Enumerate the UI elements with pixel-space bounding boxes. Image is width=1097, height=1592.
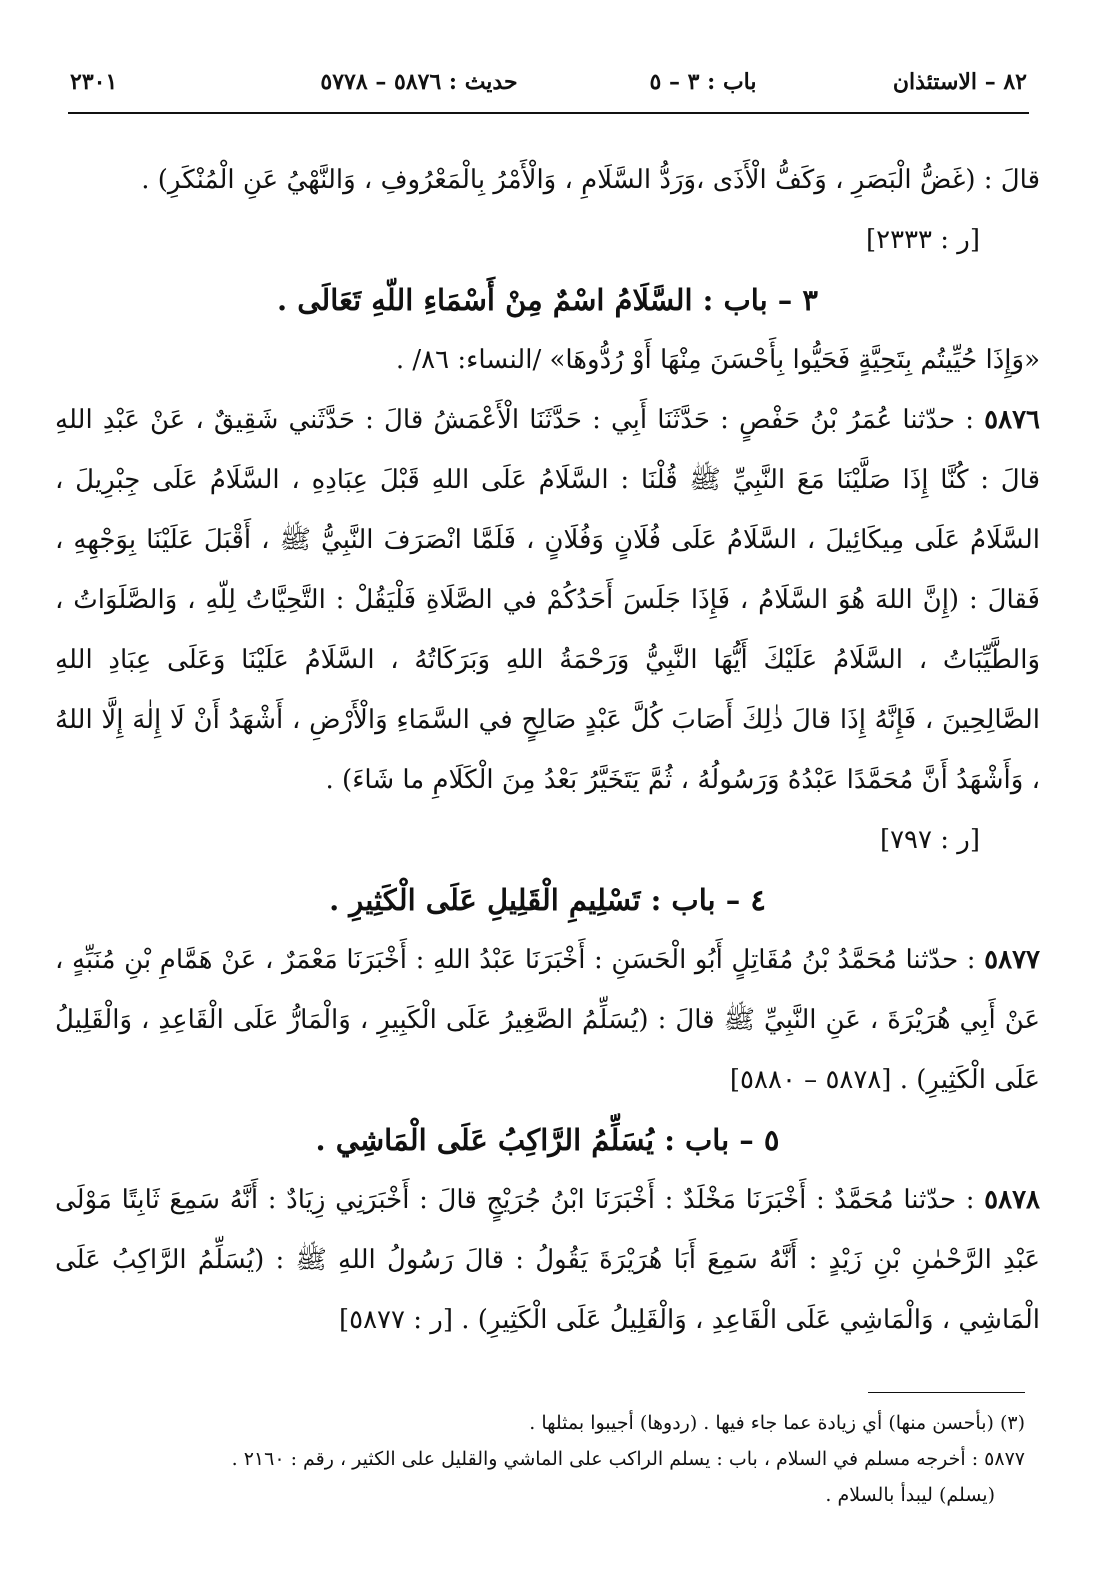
hadith-5878 [55, 1170, 1040, 1350]
main-text [55, 150, 1040, 1350]
chapter-5-title: ٥ – باب : يُسَلِّمُ الرَّاكِبُ عَلَى الْمَاشِي . [315, 1123, 780, 1157]
footnotes [180, 1405, 1025, 1513]
hadith-5877 [55, 930, 1040, 1110]
book-title: ٨٢ – الاستئذان [892, 69, 1027, 95]
page-number: ٢٣٠١ [70, 69, 118, 95]
intro-line: قالَ : (غَضُّ الْبَصَرِ ، وَكَفُّ الْأَذَى ،وَرَدُّ السَّلَامِ ، وَالْأَمْرُ بِالْمَعْرُوفِ ، وَالنَّهْيُ عَنِ الْمُنْكَرِ) . [141, 165, 1040, 195]
hadith-text: : حدّثنا عُمَرُ بْنُ حَفْصٍ : حَدَّثَنَا أَبِي : حَدَّثَنَا الْأَعْمَشُ قالَ : حَدَّثَني شَقِيقٌ ، عَنْ عَبْدِ اللهِ قالَ : كُنَّا إِذَا صَلَّيْنَا مَعَ النَّبِيِّ ﷺ قُلْنَا : السَّلَامُ عَلَى اللهِ قَبْلَ عِبَادِهِ ، السَّلَامُ عَلَى جِبْرِيلَ ، السَّلَامُ عَلَى مِيكَائِيلَ ، السَّلَامُ عَلَى فُلَانٍ وَفُلَانٍ ، فَلَمَّا انْصَرَفَ النَّبِيُّ ﷺ ، أَقْبَلَ عَلَيْنَا بِوَجْهِهِ ، فَقالَ : (إِنَّ اللهَ هُوَ السَّلَامُ ، فَإِذَا جَلَسَ أَحَدُكُمْ في الصَّلَاةِ فَلْيَقُلْ : التَّحِيَّاتُ لِلّهِ ، وَالصَّلَوَاتُ ، وَالطَّيِّبَاتُ ، السَّلَامُ عَلَيْكَ أَيُّهَا النَّبِيُّ وَرَحْمَةُ اللهِ وَبَرَكَاتُهُ ، السَّلَامُ عَلَيْنَا وَعَلَى عِبَادِ اللهِ الصَّالِحِينَ ، فَإِنَّهُ إِذَا قالَ ذٰلِكَ أَصَابَ كُلَّ عَبْدٍ صَالِحٍ في السَّمَاءِ وَالْأَرْضِ ، أَشْهَدُ أَنْ لَا إِلٰهَ إِلَّا اللهُ ، وَأَشْهَدُ أَنَّ مُحَمَّدًا عَبْدُهُ وَرَسُولُهُ ، ثُمَّ يَتَخَيَّرُ بَعْدُ مِنَ الْكَلَامِ ما شَاءَ) . [55, 405, 1040, 795]
hadith-5876-reference: [ر : ٧٩٧] [879, 825, 980, 855]
footnote-3: (٣) (بأحسن منها) أي زيادة عما جاء فيها . (ردوها) أجيبوا بمثلها . [529, 1412, 1025, 1434]
hadith-text: : حدّثنا مُحَمَّدٌ : أَخْبَرَنَا مَخْلَدٌ : أَخْبَرَنَا ابْنُ جُرَيْجٍ قالَ : أَخْبَرَنِي زِيَادٌ : أَنَّهُ سَمِعَ ثَابِتًا مَوْلَى عَبْدِ الرَّحْمٰنِ بْنِ زَيْدٍ : أَنَّهُ سَمِعَ أَبَا هُرَيْرَةَ يَقُولُ : قالَ رَسُولُ اللهِ ﷺ : (يُسَلِّمُ الرَّاكِبُ عَلَى الْمَاشِي ، وَالْمَاشِي عَلَى الْقَاعِدِ ، وَالْقَلِيلُ عَلَى الْكَثِيرِ) . [55, 1185, 1040, 1335]
chapter-4-title: ٤ – باب : تَسْلِيمِ الْقَلِيلِ عَلَى الْكَثِيرِ . [329, 883, 766, 917]
hadith-number: ٥٨٧٧ [984, 945, 1040, 975]
hadith-5876 [55, 390, 1040, 810]
chapter-3-verse: «وَإِذَا حُيِّيتُم بِتَحِيَّةٍ فَحَيُّوا بِأَحْسَنَ مِنْهَا أَوْ رُدُّوهَا» /النساء: ٨٦/ . [395, 345, 1040, 375]
hadith-text: : حدّثنا مُحَمَّدُ بْنُ مُقَاتِلٍ أَبُو الْحَسَنِ : أَخْبَرَنَا عَبْدُ اللهِ : أَخْبَرَنَا مَعْمَرٌ ، عَنْ هَمَّامِ بْنِ مُنَبِّهٍ ، عَنْ أَبِي هُرَيْرَةَ ، عَنِ النَّبِيِّ ﷺ قالَ : (يُسَلِّمُ الصَّغِيرُ عَلَى الْكَبِيرِ ، وَالْمَارُّ عَلَى الْقَاعِدِ ، وَالْقَلِيلُ عَلَى الْكَثِيرِ) . [55, 945, 1040, 1095]
hadith-number: ٥٨٧٨ [984, 1185, 1041, 1215]
chapter-3-title: ٣ – باب : السَّلَامُ اسْمٌ مِنْ أَسْمَاءِ اللّهِ تَعَالَى . [277, 283, 818, 317]
footnote-divider [868, 1392, 1025, 1393]
header-divider [68, 112, 1029, 114]
hadith-range: حديث : ٥٨٧٦ – ٥٧٧٨ [320, 69, 518, 95]
hadith-number: ٥٨٧٦ [984, 405, 1041, 435]
running-header [70, 62, 1027, 102]
hadith-reference: [٥٨٧٨ – ٥٨٨٠] [729, 1065, 892, 1095]
intro-reference: [ر : ٢٣٣٣] [865, 225, 980, 255]
hadith-reference: [ر : ٥٨٧٧] [338, 1305, 453, 1335]
chapter-range: باب : ٣ – ٥ [649, 69, 757, 95]
footnote-5877: ٥٨٧٧ : أخرجه مسلم في السلام ، باب : يسلم الراكب على الماشي والقليل على الكثير ، رقم : ٢١٦٠ . [231, 1448, 1025, 1470]
footnote-yusallim: (يسلم) ليبدأ بالسلام . [825, 1484, 995, 1506]
